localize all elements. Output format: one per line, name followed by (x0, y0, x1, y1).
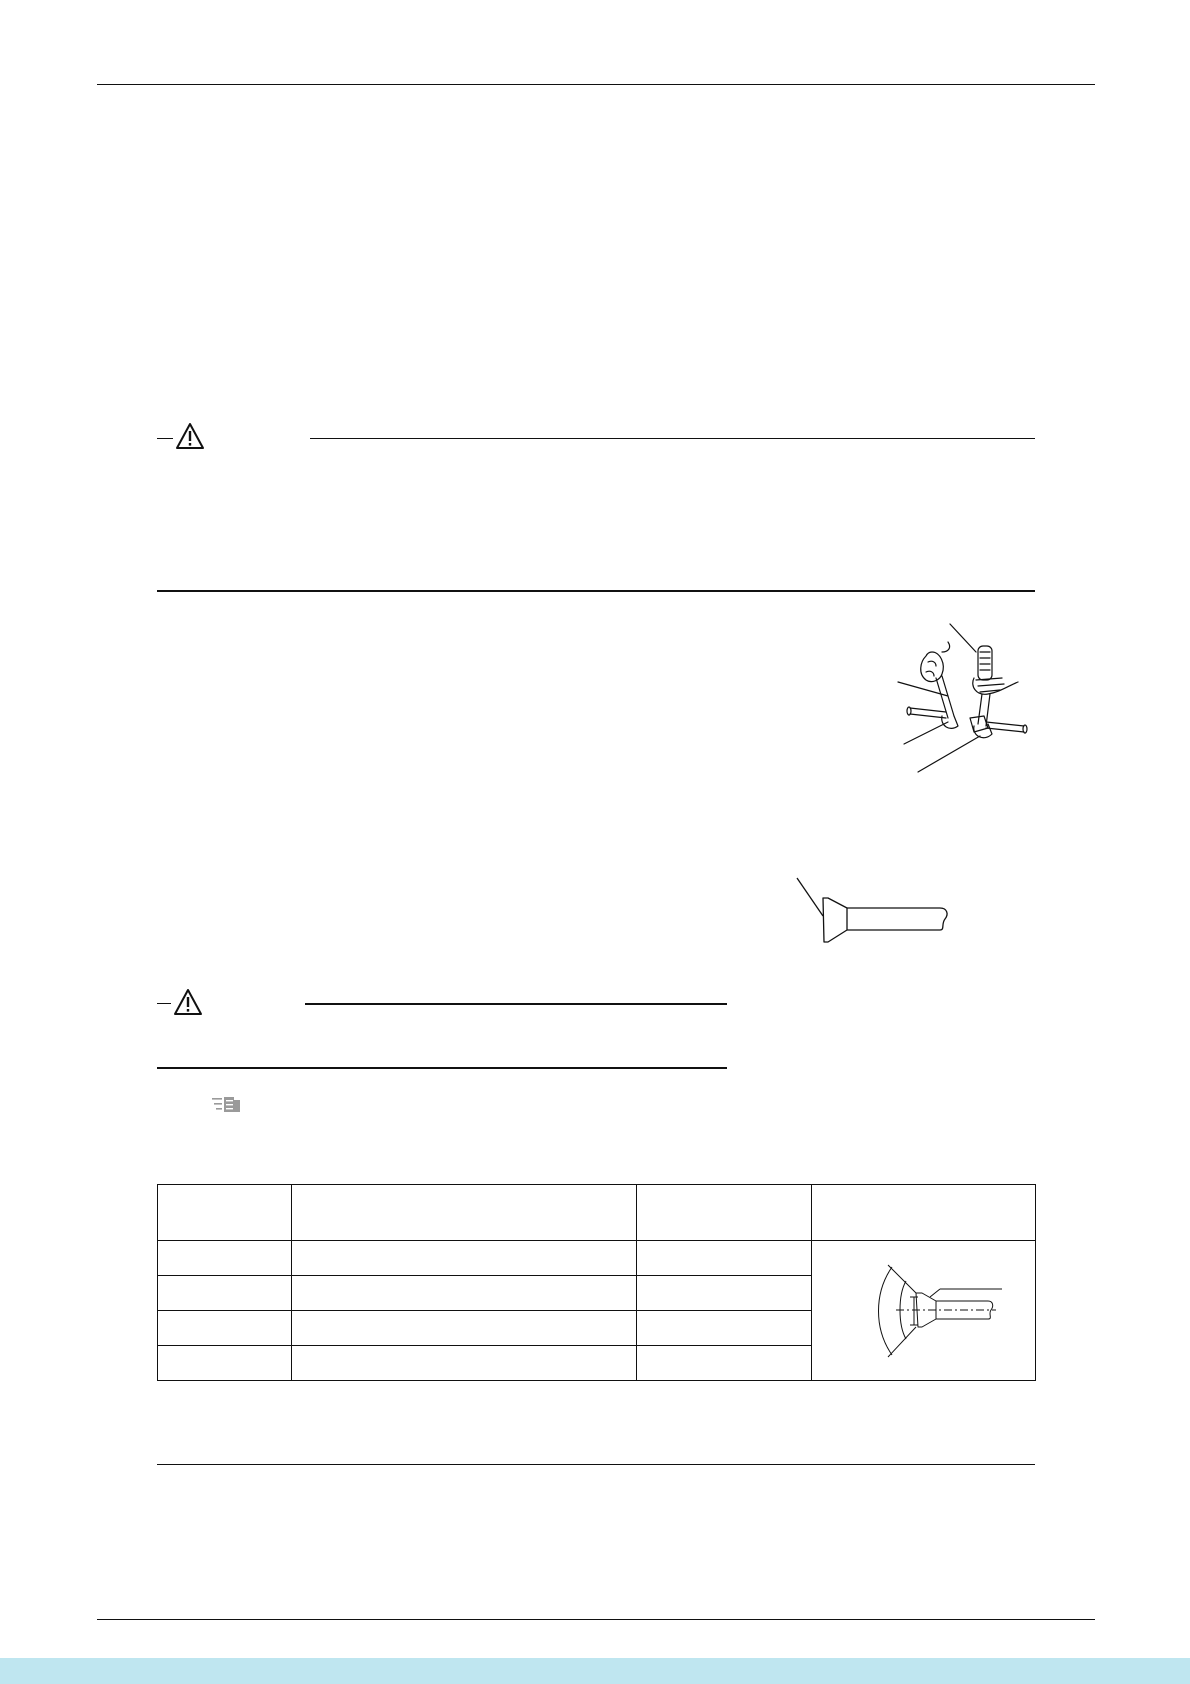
caution-1-top-rule (310, 438, 1035, 439)
table-cell (292, 1241, 637, 1276)
table-header-cell-4 (812, 1185, 1036, 1241)
table-cell (292, 1311, 637, 1346)
table-cell (637, 1311, 812, 1346)
flare-dimension-table (157, 1184, 1036, 1381)
table-cell (158, 1311, 292, 1346)
table-cell (158, 1276, 292, 1311)
caution-block-1 (157, 420, 1035, 595)
caution-2-top-rule (305, 1003, 727, 1005)
caution-2-bottom-rule (157, 1067, 727, 1069)
caution-1-lead-rule (157, 438, 173, 439)
table-header-row (158, 1185, 1036, 1241)
table-header-cell-2 (292, 1185, 637, 1241)
warning-triangle-icon (175, 422, 205, 450)
caution-block-2 (157, 988, 727, 1070)
section-divider-rule (157, 1464, 1035, 1465)
caution-2-lead-rule (157, 1003, 171, 1004)
table-cell (637, 1276, 812, 1311)
table-header-cell-1 (158, 1185, 292, 1241)
table-cell (158, 1346, 292, 1381)
table-header-cell-3 (637, 1185, 812, 1241)
table-cell (158, 1241, 292, 1276)
footer-band (0, 1658, 1190, 1684)
pointing-hand-icon (212, 1096, 242, 1114)
torque-wrench-illustration (896, 622, 1032, 774)
table-row (158, 1241, 1036, 1276)
flare-dimension-diagram (870, 1263, 1010, 1359)
table-cell (292, 1346, 637, 1381)
flare-diagram-cell (812, 1241, 1036, 1381)
header-rule (97, 84, 1095, 85)
flare-pipe-illustration (795, 876, 955, 946)
caution-1-bottom-rule (157, 590, 1035, 592)
footer-rule (97, 1619, 1095, 1620)
table-cell (637, 1241, 812, 1276)
table-cell (292, 1276, 637, 1311)
warning-triangle-icon (173, 988, 203, 1016)
table-cell (637, 1346, 812, 1381)
